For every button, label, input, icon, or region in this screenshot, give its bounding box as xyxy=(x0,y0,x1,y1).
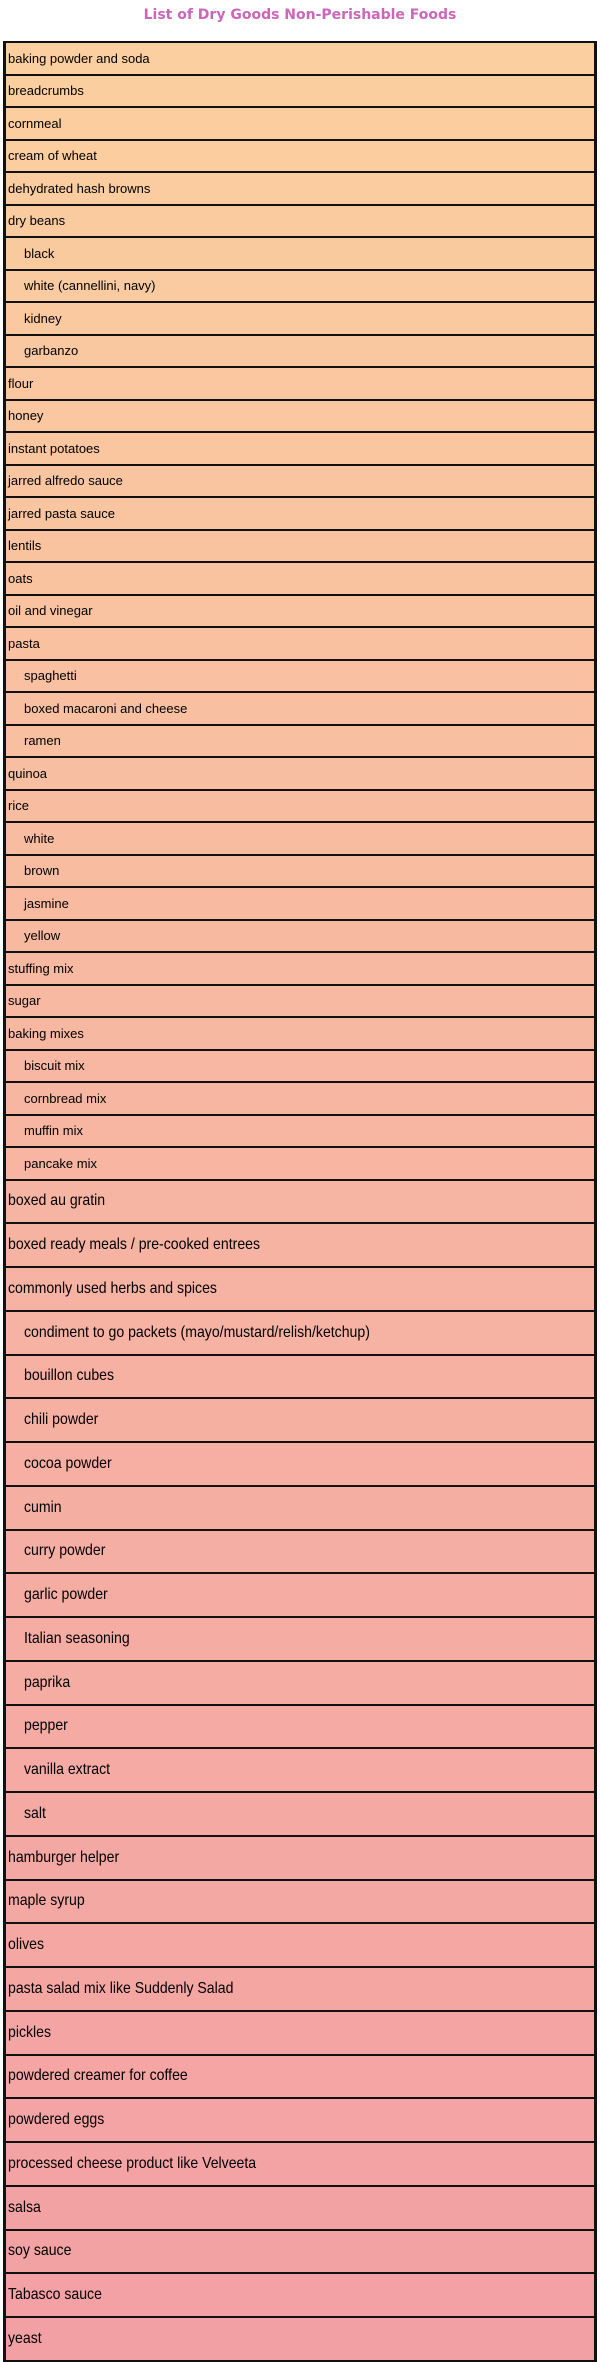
list-item-label: lentils xyxy=(8,538,42,554)
list-item xyxy=(3,1881,597,1925)
list-item xyxy=(3,466,597,499)
list-item-label: pasta xyxy=(8,635,40,651)
list-item xyxy=(3,271,597,304)
dry-goods-list xyxy=(3,41,597,2362)
list-item xyxy=(3,1531,597,1575)
list-item-label: breadcrumbs xyxy=(8,83,84,99)
list-item xyxy=(3,661,597,694)
list-item-label: jarred alfredo sauce xyxy=(8,473,123,489)
list-item-label: jarred pasta sauce xyxy=(8,505,115,521)
list-item-label: olives xyxy=(8,1936,44,1954)
list-item xyxy=(3,303,597,336)
list-item-label: ramen xyxy=(24,733,61,749)
list-item-label: pickles xyxy=(8,2023,52,2041)
list-item-label: cumin xyxy=(24,1498,62,1516)
list-item-label: condiment to go packets (mayo/mustard/relish/ketchup) xyxy=(24,1323,370,1341)
list-item-label: rice xyxy=(8,798,29,814)
list-item-label: bouillon cubes xyxy=(24,1367,115,1385)
list-item-label: stuffing mix xyxy=(8,960,74,976)
list-item xyxy=(3,1487,597,1531)
list-item-label: brown xyxy=(24,863,60,879)
list-item-label: black xyxy=(24,245,55,261)
list-item-label: cocoa powder xyxy=(24,1454,112,1472)
list-item-label: chili powder xyxy=(24,1411,99,1429)
list-item xyxy=(3,986,597,1019)
list-item-label: spaghetti xyxy=(24,668,77,684)
list-item xyxy=(3,2231,597,2275)
list-item-label: dry beans xyxy=(8,213,66,229)
list-item xyxy=(3,336,597,369)
list-item xyxy=(3,433,597,466)
list-item xyxy=(3,1793,597,1837)
list-item-label: baking mixes xyxy=(8,1025,84,1041)
list-item-label: pepper xyxy=(24,1717,68,1735)
list-item xyxy=(3,791,597,824)
list-item xyxy=(3,953,597,986)
list-item xyxy=(3,1662,597,1706)
list-item-label: biscuit mix xyxy=(24,1058,85,1074)
list-item xyxy=(3,1837,597,1881)
list-item xyxy=(3,531,597,564)
list-item-label: white (cannellini, navy) xyxy=(24,278,156,294)
list-item xyxy=(3,758,597,791)
list-item-label: flour xyxy=(8,375,34,391)
list-item xyxy=(3,43,597,76)
list-item xyxy=(3,2318,597,2362)
list-item xyxy=(3,1051,597,1084)
list-item xyxy=(3,1749,597,1793)
list-item xyxy=(3,1356,597,1400)
list-item xyxy=(3,921,597,954)
list-item-label: cornmeal xyxy=(8,115,62,131)
list-item-label: powdered eggs xyxy=(8,2111,105,2129)
list-item xyxy=(3,1399,597,1443)
list-item-label: hamburger helper xyxy=(8,1848,120,1866)
list-item-label: quinoa xyxy=(8,765,48,781)
list-item-label: salt xyxy=(24,1804,46,1822)
list-item-label: garbanzo xyxy=(24,343,79,359)
list-item-label: Italian seasoning xyxy=(24,1629,130,1647)
list-item xyxy=(3,1268,597,1312)
list-item xyxy=(3,2274,597,2318)
list-item xyxy=(3,823,597,856)
list-item-label: oats xyxy=(8,570,33,586)
list-item-label: commonly used herbs and spices xyxy=(8,1279,217,1297)
list-item-label: Tabasco sauce xyxy=(8,2286,102,2304)
list-item xyxy=(3,498,597,531)
list-item-label: boxed macaroni and cheese xyxy=(24,700,188,716)
list-item-label: cream of wheat xyxy=(8,148,97,164)
list-item xyxy=(3,108,597,141)
list-item-label: yeast xyxy=(8,2329,42,2347)
list-item xyxy=(3,888,597,921)
list-item-label: instant potatoes xyxy=(8,440,100,456)
page-title: List of Dry Goods Non-Perishable Foods xyxy=(143,7,457,23)
list-item xyxy=(3,563,597,596)
list-item-label: kidney xyxy=(24,310,62,326)
list-item xyxy=(3,726,597,759)
list-item-label: muffin mix xyxy=(24,1123,83,1139)
list-item-label: garlic powder xyxy=(24,1586,108,1604)
list-item-label: maple syrup xyxy=(8,1892,85,1910)
list-item-label: soy sauce xyxy=(8,2242,72,2260)
list-item xyxy=(3,76,597,109)
list-item xyxy=(3,2012,597,2056)
list-item-label: processed cheese product like Velveeta xyxy=(8,2154,257,2172)
list-item-label: boxed ready meals / pre-cooked entrees xyxy=(8,1236,261,1254)
list-item-label: dehydrated hash browns xyxy=(8,180,151,196)
list-item-label: salsa xyxy=(8,2198,41,2216)
list-item-label: sugar xyxy=(8,993,41,1009)
list-item xyxy=(3,856,597,889)
list-item-label: baking powder and soda xyxy=(8,50,150,66)
list-item-label: vanilla extract xyxy=(24,1761,111,1779)
list-item xyxy=(3,1116,597,1149)
list-item xyxy=(3,1018,597,1051)
list-item xyxy=(3,1312,597,1356)
list-item xyxy=(3,1083,597,1116)
list-item xyxy=(3,368,597,401)
list-item xyxy=(3,693,597,726)
list-item xyxy=(3,1224,597,1268)
list-item-label: boxed au gratin xyxy=(8,1192,106,1210)
list-item-label: white xyxy=(24,830,55,846)
list-item xyxy=(3,1148,597,1181)
list-item xyxy=(3,596,597,629)
list-item xyxy=(3,2056,597,2100)
list-item-label: honey xyxy=(8,408,44,424)
list-item-label: curry powder xyxy=(24,1542,106,1560)
list-item xyxy=(3,2187,597,2231)
list-item xyxy=(3,1706,597,1750)
list-item-label: pasta salad mix like Suddenly Salad xyxy=(8,1979,234,1997)
list-item xyxy=(3,206,597,239)
list-item xyxy=(3,1181,597,1225)
list-item xyxy=(3,1924,597,1968)
list-item-label: cornbread mix xyxy=(24,1090,107,1106)
list-item xyxy=(3,1968,597,2012)
list-item-label: powdered creamer for coffee xyxy=(8,2067,188,2085)
list-item xyxy=(3,2099,597,2143)
list-item xyxy=(3,2143,597,2187)
list-item xyxy=(3,173,597,206)
list-item-label: paprika xyxy=(24,1673,71,1691)
list-item xyxy=(3,1574,597,1618)
list-item xyxy=(3,401,597,434)
list-item-label: oil and vinegar xyxy=(8,603,93,619)
list-item-label: jasmine xyxy=(24,895,69,911)
list-item-label: yellow xyxy=(24,928,61,944)
list-item xyxy=(3,238,597,271)
list-item xyxy=(3,141,597,174)
list-item xyxy=(3,1443,597,1487)
list-item xyxy=(3,1618,597,1662)
list-item xyxy=(3,628,597,661)
list-item-label: pancake mix xyxy=(24,1155,97,1171)
